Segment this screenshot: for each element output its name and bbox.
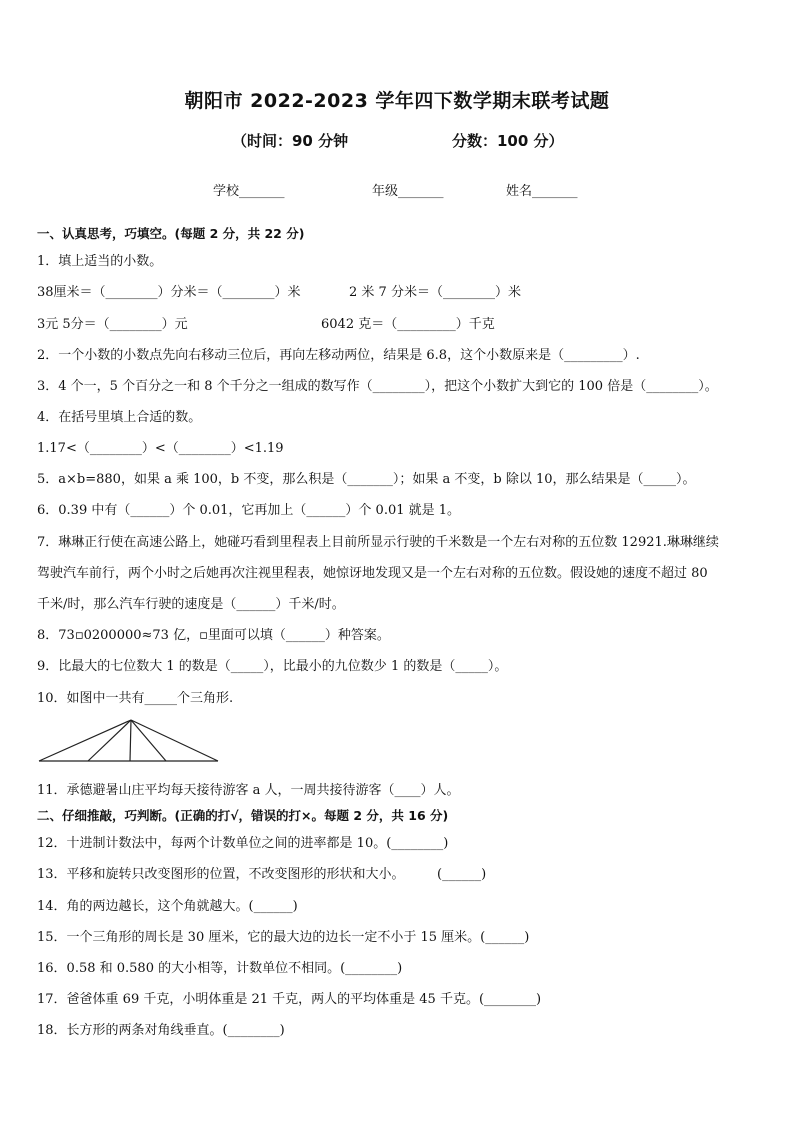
figure-left-side [39, 720, 131, 761]
question-1d: 6042 克＝（_________）千克 [321, 317, 495, 332]
question-12: 12．十进制计数法中，每两个计数单位之间的进率都是 10。(________) [37, 836, 449, 851]
figure-inner-line-2 [130, 720, 131, 761]
question-4: 4．在括号里填上合适的数。 [37, 410, 202, 425]
question-7-line-3: 千米/时，那么汽车行驶的速度是（______）千米/时。 [37, 597, 345, 612]
question-3: 3．4 个一，5 个百分之一和 8 个千分之一组成的数写作（________），把这个小数扩大到它的 100 倍是（________）。 [37, 379, 718, 394]
figure-inner-line-3 [131, 720, 166, 761]
question-10: 10．如图中一共有_____个三角形. [37, 691, 234, 706]
question-6: 6．0.39 中有（______）个 0.01，它再加上（______）个 0.01 就是 1。 [37, 503, 461, 518]
question-11: 11．承德避暑山庄平均每天接待游客 a 人，一周共接待游客（____）人。 [37, 783, 460, 798]
question-16: 16．0.58 和 0.580 的大小相等，计数单位不相同。(________) [37, 961, 403, 976]
figure-right-side [131, 720, 218, 761]
page-title: 朝阳市 2022-2023 学年四下数学期末联考试题 [184, 90, 610, 112]
question-1c: 3元 5分＝（________）元 [37, 317, 188, 332]
question-7-line-2: 驾驶汽车前行，两个小时之后她再次注视里程表，她惊讶地发现又是一个左右对称的五位数。假设她的速度不超过 80 [37, 566, 708, 581]
school-field[interactable]: 学校_______ [213, 184, 285, 199]
grade-field[interactable]: 年级_______ [372, 184, 444, 199]
section-heading-fill-blank: 一、认真思考，巧填空。(每题 2 分，共 22 分) [37, 226, 305, 241]
question-17: 17．爸爸体重 69 千克，小明体重是 21 千克，两人的平均体重是 45 千克。(________) [37, 992, 542, 1007]
section-heading-true-false: 二、仔细推敲，巧判断。(正确的打√，错误的打×。每题 2 分，共 16 分) [37, 808, 449, 823]
figure-inner-line-1 [88, 720, 131, 761]
question-14: 14．角的两边越长，这个角就越大。(______) [37, 899, 298, 914]
question-13: 13．平移和旋转只改变图形的位置，不改变图形的形状和大小。 (______) [37, 867, 487, 882]
exam-score: 分数：100 分） [452, 132, 564, 150]
question-1b: 2 米 7 分米＝（________）米 [349, 285, 521, 300]
exam-time: （时间：90 分钟 [232, 132, 349, 150]
question-7-line-1: 7．琳琳正行使在高速公路上，她碰巧看到里程表上目前所显示行驶的千米数是一个左右对称的五位数 12921.琳琳继续 [37, 535, 719, 550]
question-8: 8．73▫0200000≈73 亿，▫里面可以填（______）种答案。 [37, 628, 390, 643]
question-5: 5．a×b=880，如果 a 乘 100，b 不变，那么积是（_______）；如果 a 不变，b 除以 10，那么结果是（_____）。 [37, 472, 696, 487]
question-2: 2．一个小数的小数点先向右移动三位后，再向左移动两位，结果是 6.8，这个小数原来是（_________）. [37, 348, 640, 363]
question-1a: 38厘米＝（________）分米＝（________）米 [37, 285, 301, 300]
name-field[interactable]: 姓名_______ [506, 184, 578, 199]
question-9: 9．比最大的七位数大 1 的数是（_____），比最小的九位数少 1 的数是（_____）。 [37, 659, 508, 674]
question-4a: 1.17<（________）<（________）<1.19 [37, 441, 284, 456]
question-15: 15．一个三角形的周长是 30 厘米，它的最大边的边长一定不小于 15 厘米。(______) [37, 930, 530, 945]
triangle-figure [38, 718, 220, 764]
question-18: 18．长方形的两条对角线垂直。(________) [37, 1023, 285, 1038]
question-1: 1．填上适当的小数。 [37, 254, 163, 269]
